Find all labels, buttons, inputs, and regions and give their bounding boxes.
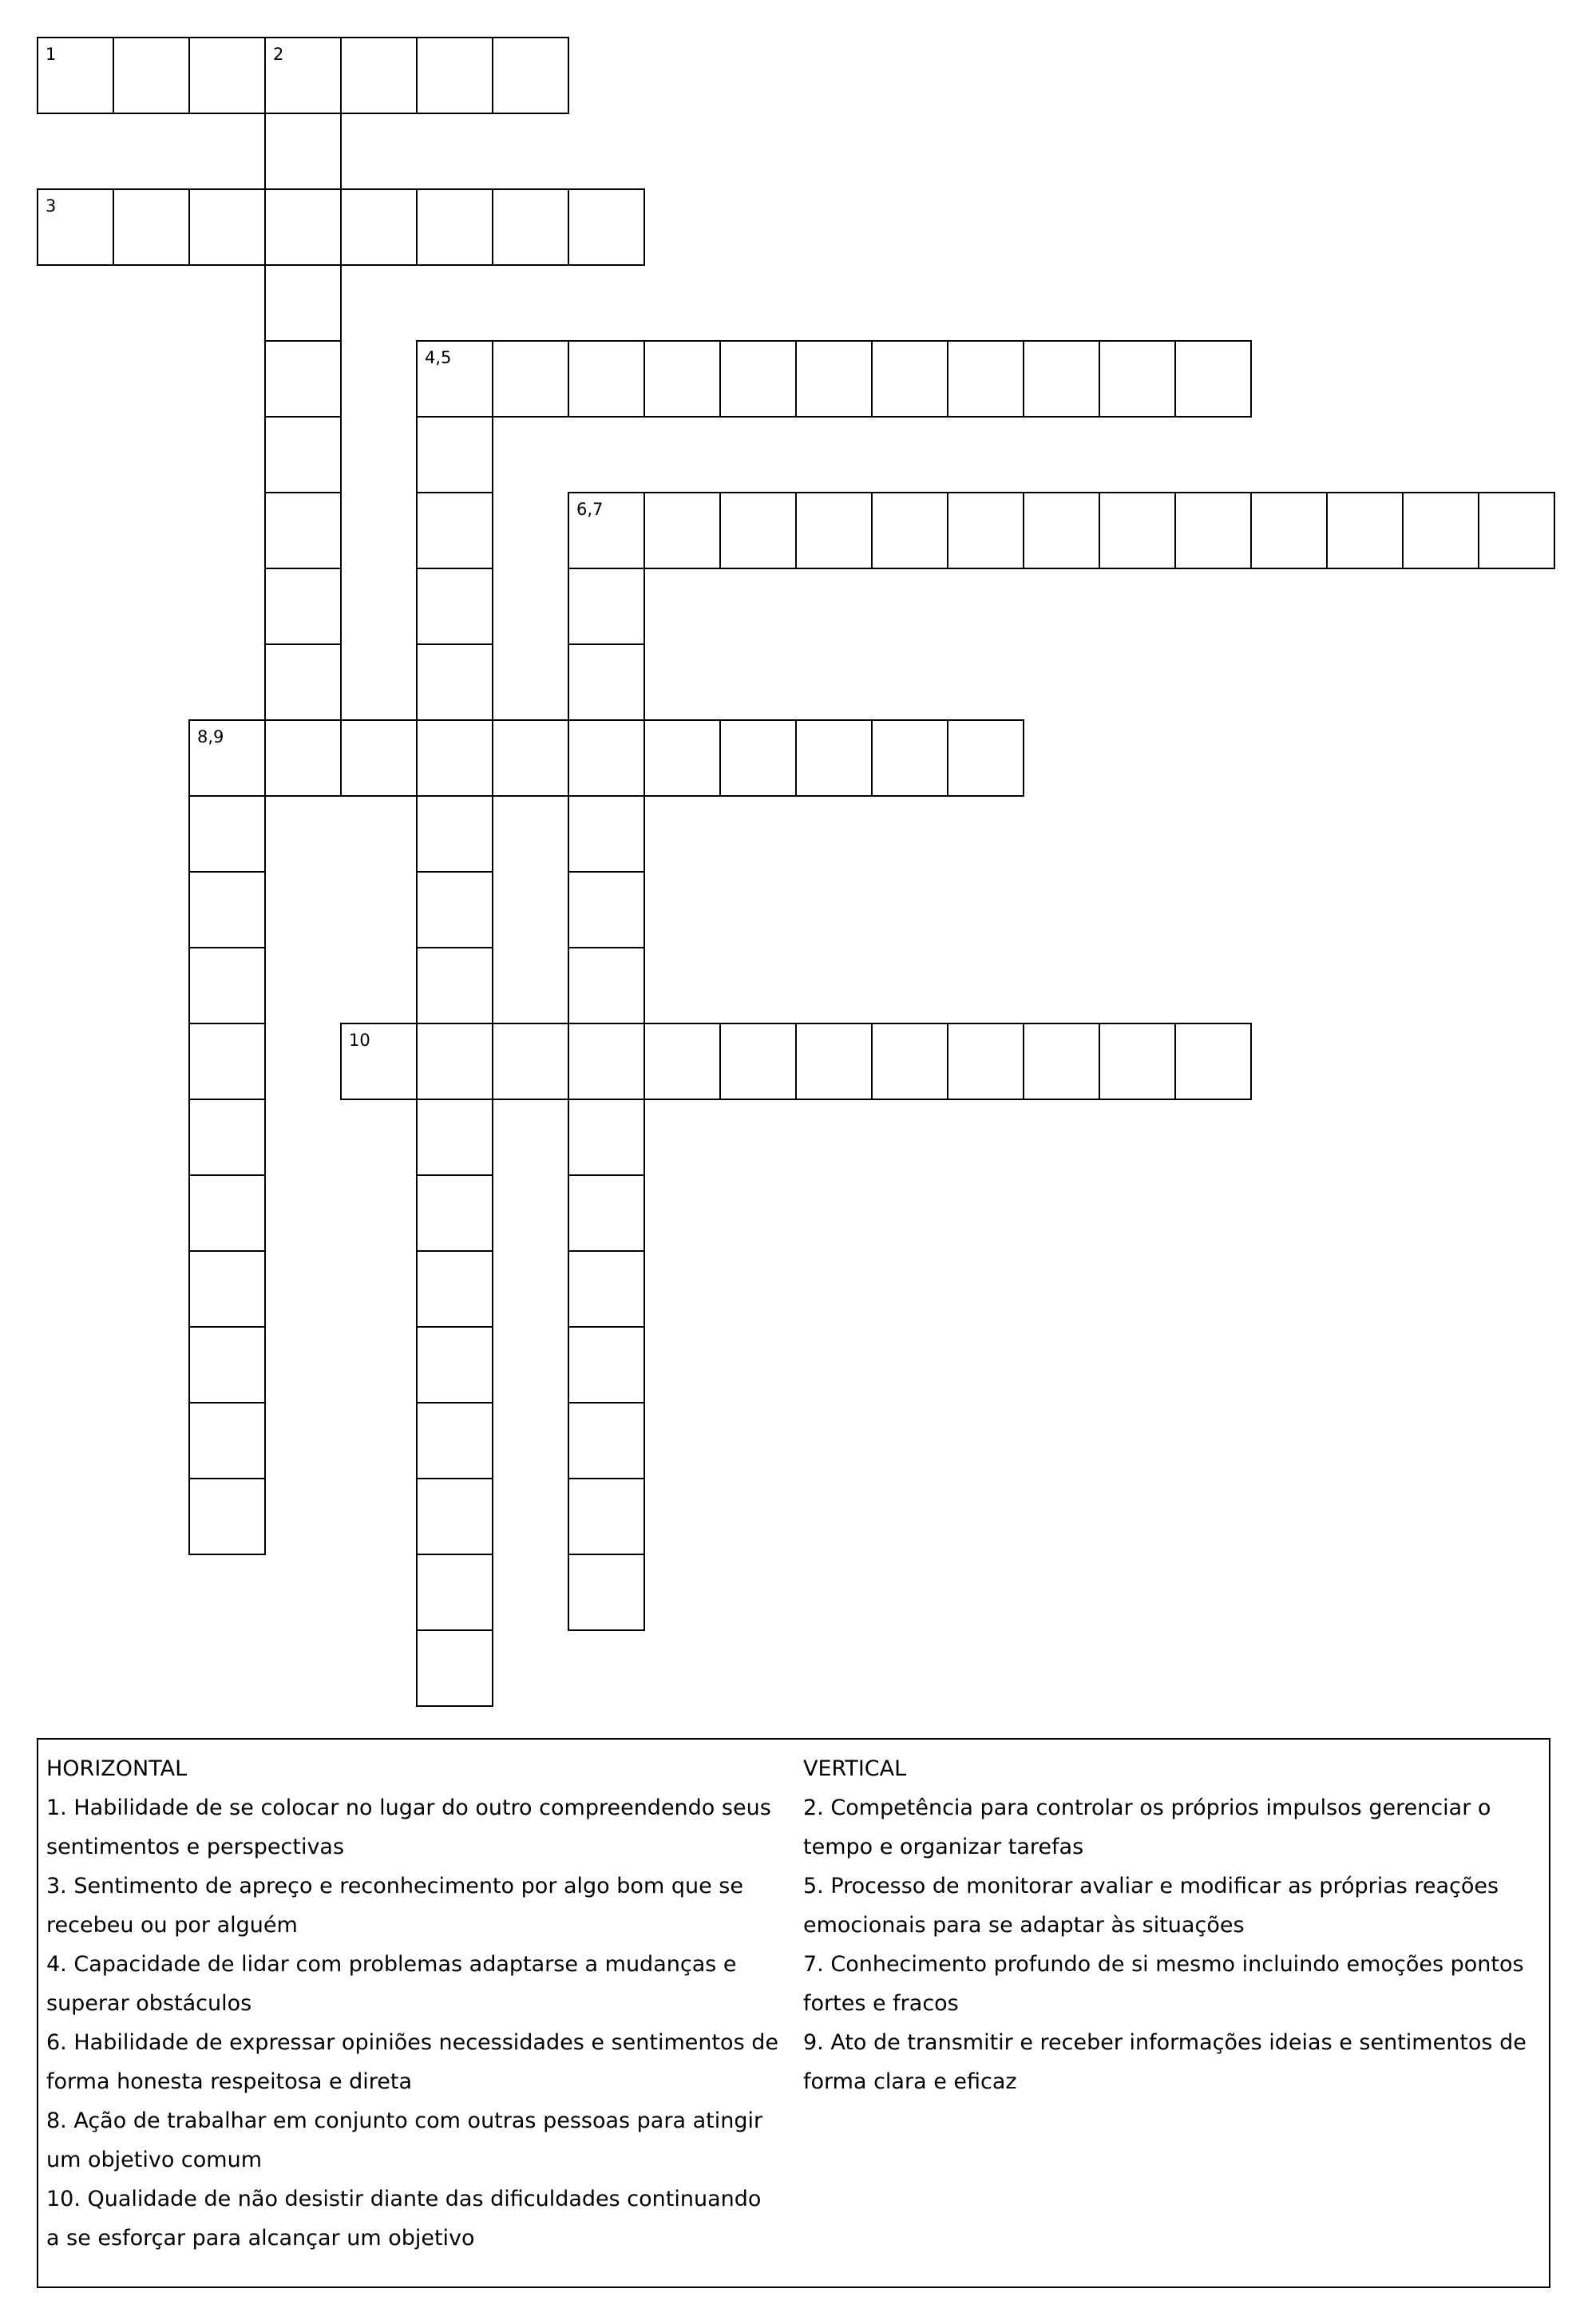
horizontal-clues [46, 1749, 781, 2258]
crossword-cell[interactable] [568, 947, 645, 1024]
crossword-cell[interactable] [188, 871, 266, 948]
clue-number: 8,9 [197, 727, 224, 746]
crossword-cell[interactable] [416, 188, 493, 266]
crossword-cell[interactable] [568, 871, 645, 948]
crossword-cell[interactable] [37, 37, 114, 114]
crossword-cell[interactable] [264, 719, 342, 797]
crossword-cell[interactable] [568, 1402, 645, 1479]
crossword-cell[interactable] [492, 340, 569, 418]
clue-number: 4,5 [425, 348, 452, 367]
crossword-cell[interactable] [871, 492, 948, 569]
crossword-cell[interactable] [340, 188, 418, 266]
crossword-cell[interactable] [568, 1174, 645, 1252]
crossword-cell[interactable] [568, 1554, 645, 1631]
crossword-cell[interactable] [188, 1250, 266, 1328]
crossword-cell[interactable] [188, 1478, 266, 1555]
crossword-cell[interactable] [568, 1326, 645, 1404]
crossword-cell[interactable] [264, 416, 342, 493]
crossword-cell[interactable] [188, 947, 266, 1024]
crossword-cell[interactable] [947, 492, 1024, 569]
crossword-cell[interactable] [643, 719, 721, 797]
crossword-cell[interactable] [1023, 492, 1100, 569]
crossword-cell[interactable] [416, 340, 493, 418]
vertical-clues [803, 1749, 1538, 2101]
crossword-cell[interactable] [871, 719, 948, 797]
crossword-cell[interactable] [719, 1023, 797, 1100]
crossword-cell[interactable] [492, 1023, 569, 1100]
crossword-cell[interactable] [1174, 340, 1252, 418]
crossword-cell[interactable] [643, 340, 721, 418]
crossword-cell[interactable] [416, 416, 493, 493]
crossword-cell[interactable] [947, 340, 1024, 418]
crossword-cell[interactable] [795, 492, 873, 569]
crossword-cell[interactable] [492, 37, 569, 114]
crossword-cell[interactable] [568, 795, 645, 873]
crossword-cell[interactable] [568, 1023, 645, 1100]
crossword-cell[interactable] [1023, 1023, 1100, 1100]
crossword-cell[interactable] [1174, 492, 1252, 569]
clue-vertical-5: 5. Processo de monitorar avaliar e modificar as próprias reações emocionais para se adaptar às situações [803, 1874, 1499, 1938]
crossword-cell[interactable] [416, 1554, 493, 1631]
crossword-cell[interactable] [416, 1250, 493, 1328]
clue-horizontal-6: 6. Habilidade de expressar opiniões necessidades e sentimentos de forma honesta respeitosa e direta [46, 2030, 778, 2094]
crossword-cell[interactable] [113, 188, 190, 266]
crossword-cell[interactable] [947, 1023, 1024, 1100]
crossword-cell[interactable] [568, 1478, 645, 1555]
crossword-cell[interactable] [871, 1023, 948, 1100]
crossword-cell[interactable] [416, 568, 493, 645]
crossword-cell[interactable] [188, 1174, 266, 1252]
crossword-cell[interactable] [416, 795, 493, 873]
crossword-cell[interactable] [188, 1326, 266, 1404]
crossword-cell[interactable] [264, 188, 342, 266]
clue-number: 3 [46, 196, 57, 216]
crossword-cell[interactable] [416, 719, 493, 797]
crossword-cell[interactable] [113, 37, 190, 114]
crossword-cell[interactable] [416, 871, 493, 948]
crossword-cell[interactable] [795, 719, 873, 797]
clue-horizontal-4: 4. Capacidade de lidar com problemas adaptarse a mudanças e superar obstáculos [46, 1952, 737, 2016]
crossword-cell[interactable] [1099, 1023, 1176, 1100]
clue-horizontal-10: 10. Qualidade de não desistir diante das dificuldades continuando a se esforçar para alcançar um objetivo [46, 2187, 762, 2251]
crossword-cell[interactable] [416, 1023, 493, 1100]
crossword-cell[interactable] [416, 1478, 493, 1555]
clue-vertical-2: 2. Competência para controlar os próprios impulsos gerenciar o tempo e organizar tarefas [803, 1795, 1491, 1859]
crossword-cell[interactable] [1174, 1023, 1252, 1100]
crossword-cell[interactable] [264, 264, 342, 342]
crossword-cell[interactable] [1099, 340, 1176, 418]
crossword-cell[interactable] [719, 492, 797, 569]
crossword-cell[interactable] [1023, 340, 1100, 418]
horizontal-heading: HORIZONTAL [46, 1756, 188, 1781]
crossword-cell[interactable] [1250, 492, 1328, 569]
crossword-cell[interactable] [568, 719, 645, 797]
crossword-cell[interactable] [188, 1402, 266, 1479]
crossword-cell[interactable] [568, 568, 645, 645]
crossword-cell[interactable] [568, 643, 645, 721]
crossword-cell[interactable] [416, 947, 493, 1024]
crossword-cell[interactable] [264, 340, 342, 418]
crossword-cell[interactable] [568, 1250, 645, 1328]
crossword-cell[interactable] [492, 188, 569, 266]
crossword-cell[interactable] [188, 1023, 266, 1100]
clue-number: 6,7 [576, 500, 604, 519]
crossword-cell[interactable] [416, 492, 493, 569]
crossword-cell[interactable] [643, 1023, 721, 1100]
crossword-cell[interactable] [719, 340, 797, 418]
crossword-cell[interactable] [188, 1099, 266, 1176]
crossword-cell[interactable] [264, 568, 342, 645]
crossword-cell[interactable] [1478, 492, 1555, 569]
clue-horizontal-3: 3. Sentimento de apreço e reconhecimento por algo bom que se recebeu ou por alguém [46, 1874, 743, 1938]
crossword-cell[interactable] [568, 1099, 645, 1176]
crossword-cell[interactable] [340, 1023, 418, 1100]
crossword-cell[interactable] [947, 719, 1024, 797]
crossword-cell[interactable] [568, 492, 645, 569]
crossword-cell[interactable] [568, 188, 645, 266]
crossword-cell[interactable] [416, 1629, 493, 1707]
crossword-cell[interactable] [1099, 492, 1176, 569]
clue-horizontal-8: 8. Ação de trabalhar em conjunto com outras pessoas para atingir um objetivo comum [46, 2108, 763, 2172]
clue-vertical-7: 7. Conhecimento profundo de si mesmo incluindo emoções pontos fortes e fracos [803, 1952, 1524, 2016]
crossword-cell[interactable] [1326, 492, 1404, 569]
clue-horizontal-1: 1. Habilidade de se colocar no lugar do outro compreendendo seus sentimentos e perspectivas [46, 1795, 771, 1859]
crossword-cell[interactable] [340, 719, 418, 797]
crossword-cell[interactable] [416, 1326, 493, 1404]
crossword-cell[interactable] [416, 1174, 493, 1252]
crossword-cell[interactable] [492, 719, 569, 797]
crossword-cell[interactable] [264, 643, 342, 721]
crossword-cell[interactable] [264, 492, 342, 569]
crossword-cell[interactable] [643, 492, 721, 569]
crossword-cell[interactable] [795, 340, 873, 418]
clue-vertical-9: 9. Ato de transmitir e receber informações ideias e sentimentos de forma clara e eficaz [803, 2030, 1527, 2094]
crossword-cell[interactable] [416, 643, 493, 721]
crossword-cell[interactable] [416, 37, 493, 114]
clue-number: 10 [349, 1031, 370, 1050]
clue-number: 2 [273, 45, 284, 64]
crossword-cell[interactable] [188, 795, 266, 873]
crossword-cell[interactable] [188, 37, 266, 114]
crossword-cell[interactable] [416, 1402, 493, 1479]
clue-number: 1 [46, 45, 57, 64]
clue-box [37, 1738, 1550, 2288]
crossword-cell[interactable] [340, 37, 418, 114]
crossword-cell[interactable] [37, 188, 114, 266]
crossword-cell[interactable] [416, 1099, 493, 1176]
crossword-cell[interactable] [264, 113, 342, 190]
crossword-cell[interactable] [568, 340, 645, 418]
crossword-cell[interactable] [795, 1023, 873, 1100]
crossword-cell[interactable] [188, 719, 266, 797]
crossword-cell[interactable] [871, 340, 948, 418]
crossword-cell[interactable] [188, 188, 266, 266]
crossword-cell[interactable] [719, 719, 797, 797]
vertical-heading: VERTICAL [803, 1756, 907, 1781]
crossword-cell[interactable] [1402, 492, 1479, 569]
crossword-cell[interactable] [264, 37, 342, 114]
